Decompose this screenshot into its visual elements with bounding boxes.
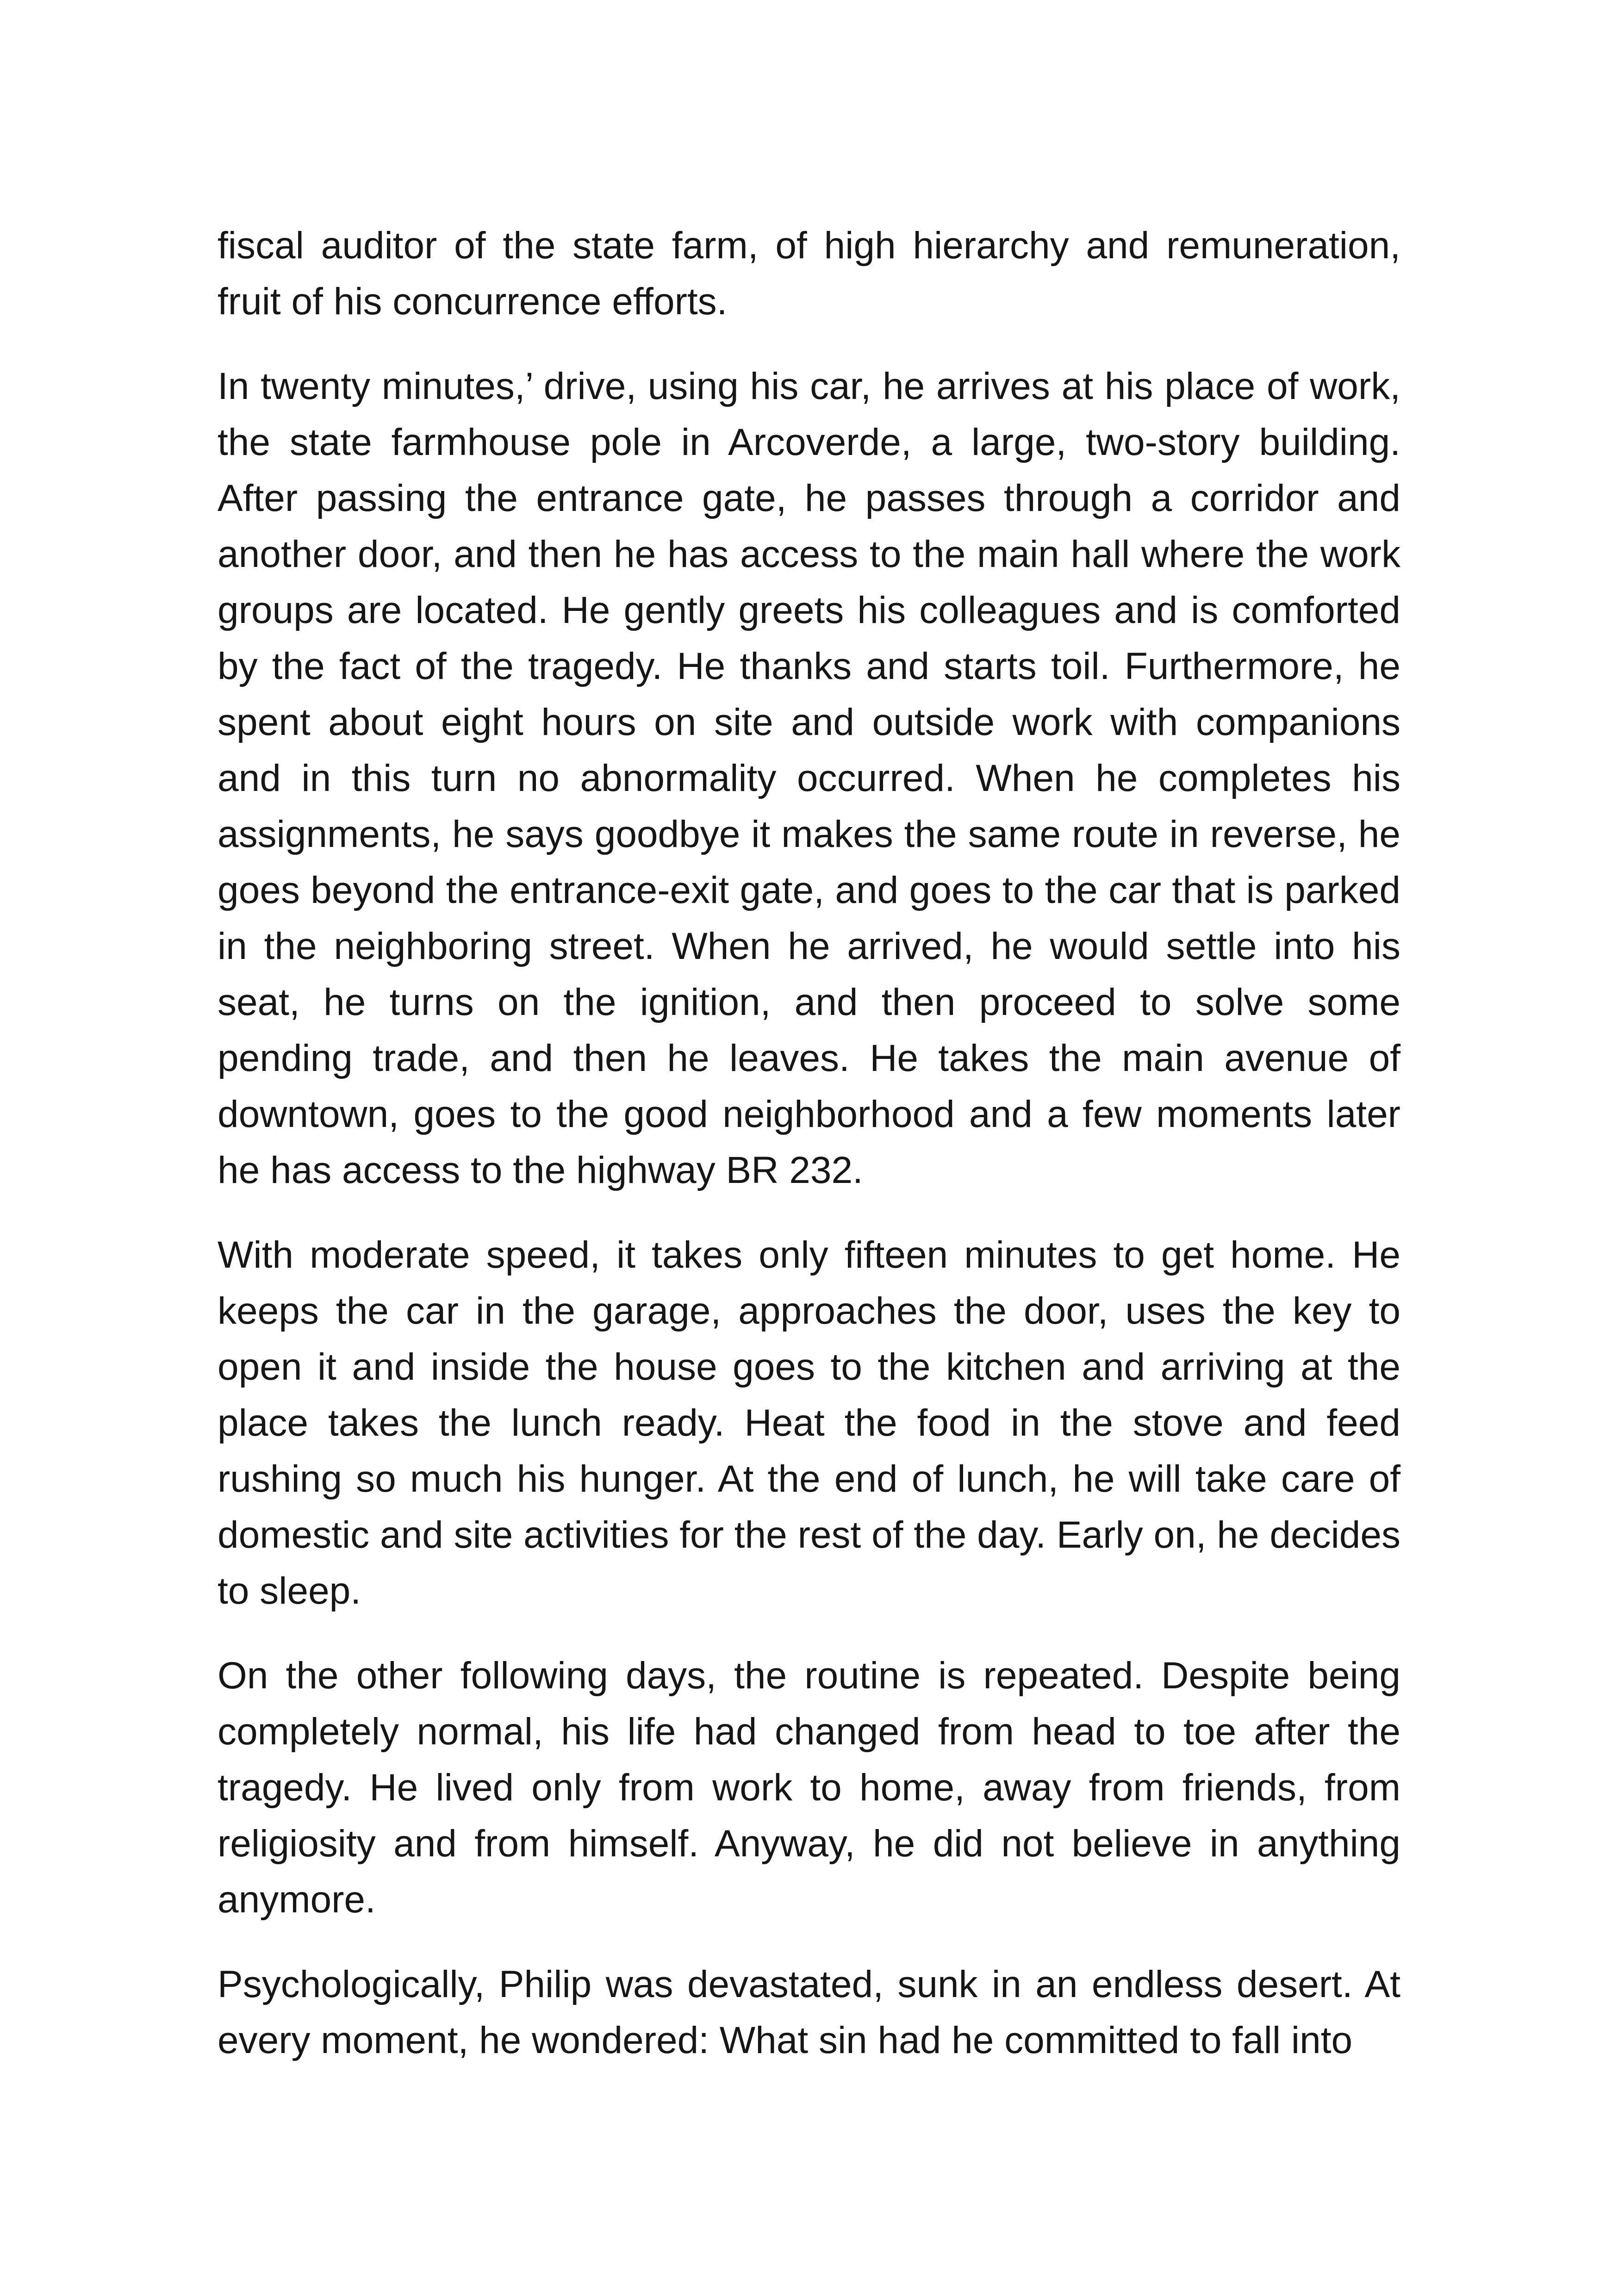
- document-body: [218, 218, 1400, 2068]
- paragraph-3: With moderate speed, it takes only fifteen minutes to get home. He keeps the car in the garage, approaches the door, uses the key to open it and inside the house goes to the kitchen and arriving at the place takes the lunch ready. Heat the food in the stove and feed rushing so much his hunger. At the end of lunch, he will take care of domestic and site activities for the rest of the day. Early on, he decides to sleep.: [218, 1234, 1400, 1612]
- paragraph-1: fiscal auditor of the state farm, of high hierarchy and remuneration, fruit of his concurrence efforts.: [218, 224, 1400, 323]
- paragraph-5: Psychologically, Philip was devastated, sunk in an endless desert. At every moment, he wondered: What sin had he committed to fall into: [218, 1963, 1400, 2061]
- paragraph-4: On the other following days, the routine is repeated. Despite being completely normal, his life had changed from head to toe after the tragedy. He lived only from work to home, away from friends, from religiosity and from himself. Anyway, he did not believe in anything anymore.: [218, 1655, 1400, 1921]
- paragraph-2: In twenty minutes,’ drive, using his car, he arrives at his place of work, the state farmhouse pole in Arcoverde, a large, two-story building. After passing the entrance gate, he passes through a corridor and another door, and then he has access to the main hall where the work groups are located. He gently greets his colleagues and is comforted by the fact of the tragedy. He thanks and starts toil. Furthermore, he spent about eight hours on site and outside work with companions and in this turn no abnormality occurred. When he completes his assignments, he says goodbye it makes the same route in reverse, he goes beyond the entrance-exit gate, and goes to the car that is parked in the neighboring street. When he arrived, he would settle into his seat, he turns on the ignition, and then proceed to solve some pending trade, and then he leaves. He takes the main avenue of downtown, goes to the good neighborhood and a few moments later he has access to the highway BR 232.: [218, 365, 1400, 1191]
